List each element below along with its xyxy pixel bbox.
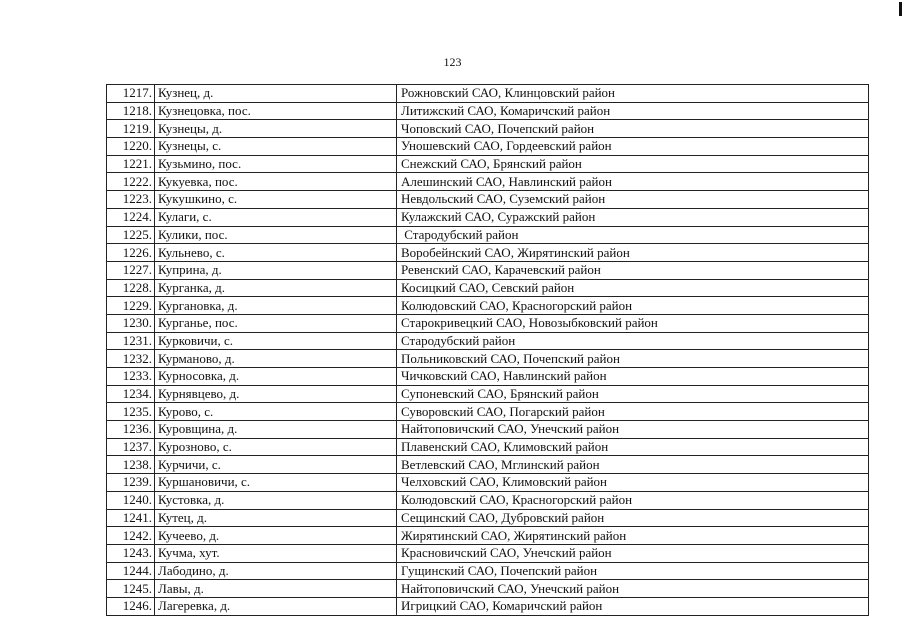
district-cell: Рожновский САО, Клинцовский район (397, 85, 869, 103)
settlement-name-cell: Куровщина, д. (155, 421, 397, 439)
table-row (107, 120, 869, 138)
table-row (107, 102, 869, 120)
district-cell: Плавенский САО, Климовский район (397, 438, 869, 456)
table-row (107, 350, 869, 368)
district-cell: Супоневский САО, Брянский район (397, 385, 869, 403)
row-number-cell: 1246. (107, 597, 155, 615)
page-edge-mark (899, 2, 902, 16)
row-number-cell: 1231. (107, 332, 155, 350)
district-cell: Стародубский район (397, 332, 869, 350)
settlement-name-cell: Курносовка, д. (155, 368, 397, 386)
row-number-cell: 1244. (107, 562, 155, 580)
district-cell: Литижский САО, Комаричский район (397, 102, 869, 120)
table-row (107, 155, 869, 173)
district-cell: Колюдовский САО, Красногорский район (397, 297, 869, 315)
district-cell: Алешинский САО, Навлинский район (397, 173, 869, 191)
settlement-name-cell: Курганка, д. (155, 279, 397, 297)
table-row (107, 297, 869, 315)
table-row (107, 314, 869, 332)
settlement-name-cell: Курово, с. (155, 403, 397, 421)
row-number-cell: 1226. (107, 244, 155, 262)
row-number-cell: 1233. (107, 368, 155, 386)
row-number-cell: 1230. (107, 314, 155, 332)
settlement-name-cell: Кукуевка, пос. (155, 173, 397, 191)
row-number-cell: 1220. (107, 138, 155, 156)
row-number-cell: 1236. (107, 421, 155, 439)
district-cell: Чичковский САО, Навлинский район (397, 368, 869, 386)
row-number-cell: 1217. (107, 85, 155, 103)
settlement-name-cell: Кузьмино, пос. (155, 155, 397, 173)
district-cell: Красновичский САО, Унечский район (397, 544, 869, 562)
row-number-cell: 1232. (107, 350, 155, 368)
settlements-table (106, 84, 869, 616)
row-number-cell: 1238. (107, 456, 155, 474)
settlement-name-cell: Кутец, д. (155, 509, 397, 527)
district-cell: Косицкий САО, Севский район (397, 279, 869, 297)
district-cell: Кулажский САО, Суражский район (397, 208, 869, 226)
table-row (107, 527, 869, 545)
settlement-name-cell: Лабодино, д. (155, 562, 397, 580)
district-cell: Воробейнский САО, Жирятинский район (397, 244, 869, 262)
district-cell: Игрицкий САО, Комаричский район (397, 597, 869, 615)
row-number-cell: 1242. (107, 527, 155, 545)
district-cell: Колюдовский САО, Красногорский район (397, 491, 869, 509)
table-row (107, 368, 869, 386)
district-cell: Ветлевский САО, Мглинский район (397, 456, 869, 474)
district-cell: Уношевский САО, Гордеевский район (397, 138, 869, 156)
row-number-cell: 1222. (107, 173, 155, 191)
district-cell: Найтоповичский САО, Унечский район (397, 580, 869, 598)
table-row (107, 332, 869, 350)
row-number-cell: 1234. (107, 385, 155, 403)
settlement-name-cell: Курозново, с. (155, 438, 397, 456)
table-row (107, 138, 869, 156)
district-cell: Суворовский САО, Погарский район (397, 403, 869, 421)
row-number-cell: 1240. (107, 491, 155, 509)
settlement-name-cell: Кукушкино, с. (155, 191, 397, 209)
settlement-name-cell: Кузнецы, д. (155, 120, 397, 138)
table-row (107, 173, 869, 191)
district-cell: Найтоповичский САО, Унечский район (397, 421, 869, 439)
row-number-cell: 1235. (107, 403, 155, 421)
settlement-name-cell: Кузнецовка, пос. (155, 102, 397, 120)
settlement-name-cell: Куршановичи, с. (155, 474, 397, 492)
row-number-cell: 1223. (107, 191, 155, 209)
district-cell: Сещинский САО, Дубровский район (397, 509, 869, 527)
table-row (107, 226, 869, 244)
row-number-cell: 1219. (107, 120, 155, 138)
district-cell: Гущинский САО, Почепский район (397, 562, 869, 580)
settlement-name-cell: Кургановка, д. (155, 297, 397, 315)
row-number-cell: 1241. (107, 509, 155, 527)
table-row (107, 580, 869, 598)
table-row (107, 191, 869, 209)
table-row (107, 509, 869, 527)
settlement-name-cell: Курганье, пос. (155, 314, 397, 332)
settlement-name-cell: Курковичи, с. (155, 332, 397, 350)
table-body (107, 85, 869, 616)
row-number-cell: 1243. (107, 544, 155, 562)
settlement-name-cell: Курнявцево, д. (155, 385, 397, 403)
district-cell: Снежский САО, Брянский район (397, 155, 869, 173)
settlement-name-cell: Лавы, д. (155, 580, 397, 598)
district-cell: Чоповский САО, Почепский район (397, 120, 869, 138)
table-row (107, 421, 869, 439)
district-cell: Невдольский САО, Суземский район (397, 191, 869, 209)
settlement-name-cell: Кустовка, д. (155, 491, 397, 509)
row-number-cell: 1228. (107, 279, 155, 297)
row-number-cell: 1218. (107, 102, 155, 120)
table-row (107, 244, 869, 262)
district-cell: Жирятинский САО, Жирятинский район (397, 527, 869, 545)
table-row (107, 438, 869, 456)
table-row (107, 385, 869, 403)
row-number-cell: 1229. (107, 297, 155, 315)
settlement-name-cell: Кузнецы, с. (155, 138, 397, 156)
settlement-name-cell: Кузнец, д. (155, 85, 397, 103)
settlement-name-cell: Курманово, д. (155, 350, 397, 368)
settlement-name-cell: Лагеревка, д. (155, 597, 397, 615)
table-row (107, 597, 869, 615)
table-row (107, 403, 869, 421)
settlement-name-cell: Курчичи, с. (155, 456, 397, 474)
district-cell: Челховский САО, Климовский район (397, 474, 869, 492)
district-cell: Польниковский САО, Почепский район (397, 350, 869, 368)
row-number-cell: 1221. (107, 155, 155, 173)
row-number-cell: 1239. (107, 474, 155, 492)
table-row (107, 85, 869, 103)
district-cell: Ревенский САО, Карачевский район (397, 261, 869, 279)
table-row (107, 279, 869, 297)
row-number-cell: 1237. (107, 438, 155, 456)
table-row (107, 261, 869, 279)
table-row (107, 562, 869, 580)
district-cell: Стародубский район (397, 226, 869, 244)
row-number-cell: 1227. (107, 261, 155, 279)
row-number-cell: 1245. (107, 580, 155, 598)
settlement-name-cell: Кулаги, с. (155, 208, 397, 226)
table-row (107, 456, 869, 474)
row-number-cell: 1224. (107, 208, 155, 226)
settlement-name-cell: Кульнево, с. (155, 244, 397, 262)
table-row (107, 544, 869, 562)
table-row (107, 491, 869, 509)
page-number: 123 (443, 55, 462, 69)
row-number-cell: 1225. (107, 226, 155, 244)
table-row (107, 474, 869, 492)
district-cell: Старокривецкий САО, Новозыбковский район (397, 314, 869, 332)
settlement-name-cell: Куприна, д. (155, 261, 397, 279)
table-row (107, 208, 869, 226)
settlement-name-cell: Кучеево, д. (155, 527, 397, 545)
settlement-name-cell: Кучма, хут. (155, 544, 397, 562)
settlement-name-cell: Кулики, пос. (155, 226, 397, 244)
